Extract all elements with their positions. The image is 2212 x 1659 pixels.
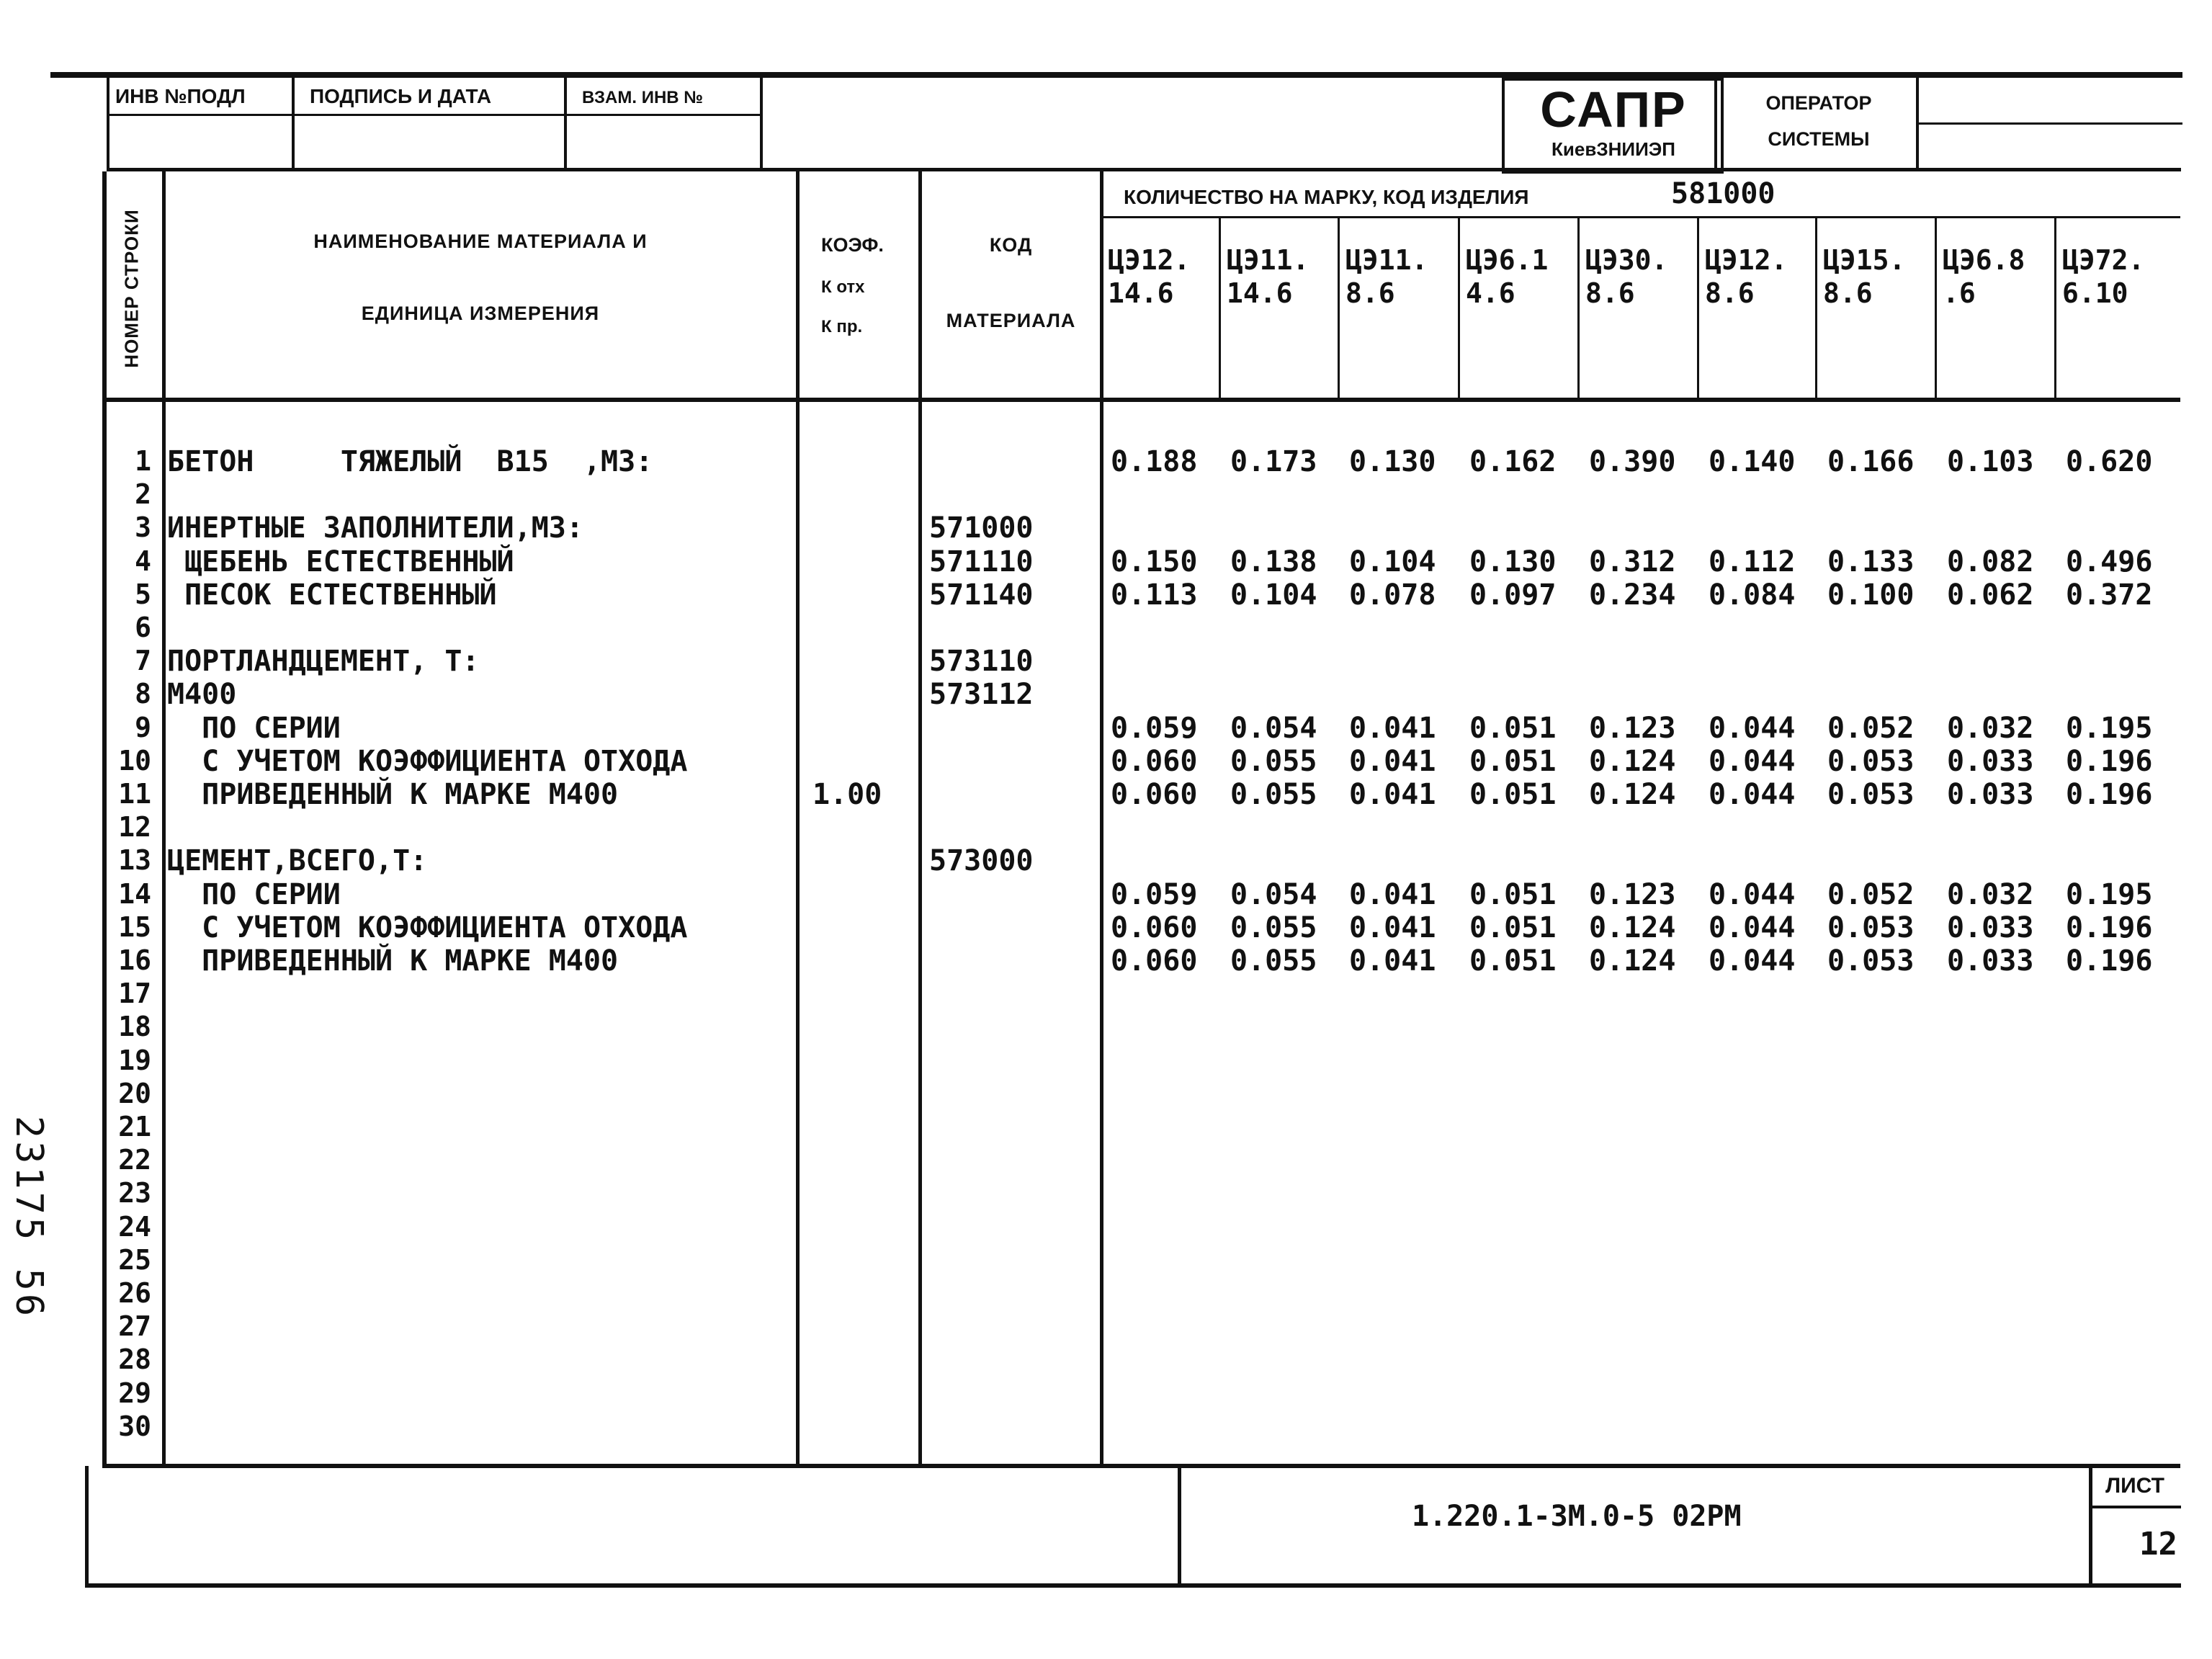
material-name: ЩЕБЕНЬ ЕСТЕСТВЕННЫЙ (167, 545, 514, 578)
material-header-line2: ЕДИНИЦА ИЗМЕРЕНИЯ (361, 303, 600, 324)
material-header-line1: НАИМЕНОВАНИЕ МАТЕРИАЛА И (313, 231, 648, 252)
quantity-value: 0.078 (1349, 578, 1436, 612)
quantity-header: КОЛИЧЕСТВО НА МАРКУ, КОД ИЗДЕЛИЯ (1124, 186, 1529, 208)
row-number: 24 (118, 1211, 151, 1243)
quantity-value: 0.166 (1827, 445, 1915, 478)
coef-col-border (918, 171, 922, 1468)
material-code: 571110 (929, 545, 1034, 578)
row-number: 4 (135, 545, 151, 577)
quantity-value: 0.033 (1947, 745, 2034, 778)
quantity-value: 0.032 (1947, 878, 2034, 911)
sapr-sep (1714, 78, 1717, 168)
quantity-value: 0.052 (1827, 878, 1915, 911)
quantity-value: 0.390 (1589, 445, 1676, 478)
quantity-value: 0.123 (1589, 878, 1676, 911)
prod-col-sep (2054, 218, 2056, 398)
row-number: 8 (135, 678, 151, 710)
row-number: 17 (118, 978, 151, 1009)
quantity-value: 0.044 (1709, 878, 1796, 911)
quantity-value: 0.162 (1469, 445, 1557, 478)
product-column-header-sub: 8.6 (1823, 277, 1873, 309)
quantity-value: 0.060 (1111, 944, 1198, 978)
product-column-header: ЦЭ15. (1823, 244, 1906, 276)
quantity-value: 0.055 (1230, 911, 1317, 944)
quantity-value: 0.041 (1349, 911, 1436, 944)
quantity-value: 0.312 (1589, 545, 1676, 578)
row-number: 9 (135, 712, 151, 743)
quantity-value: 0.051 (1469, 878, 1557, 911)
operator-divider (1916, 122, 2182, 125)
quantity-value: 0.100 (1827, 578, 1915, 612)
quantity-value: 0.053 (1827, 911, 1915, 944)
row-number: 28 (118, 1343, 151, 1375)
quantity-value: 0.059 (1111, 878, 1198, 911)
row-number: 13 (118, 844, 151, 876)
coef-header-line1: КОЭФ. (821, 234, 884, 256)
footer-sep (1178, 1466, 1181, 1587)
quantity-value: 0.060 (1111, 911, 1198, 944)
quantity-value: 0.196 (2066, 778, 2153, 811)
product-column-header: ЦЭ11. (1227, 244, 1309, 276)
row-number: 30 (118, 1410, 151, 1442)
material-code: 573000 (929, 844, 1034, 877)
quantity-value: 0.130 (1469, 545, 1557, 578)
quantity-value: 0.195 (2066, 878, 2153, 911)
quantity-value: 0.104 (1349, 545, 1436, 578)
material-name: ИНЕРТНЫЕ ЗАПОЛНИТЕЛИ,М3: (167, 511, 583, 545)
footer-bottom-border (85, 1583, 2181, 1588)
material-name: М400 (167, 678, 237, 711)
material-name: ПО СЕРИИ (167, 712, 341, 745)
material-col-border (796, 171, 800, 1468)
quantity-value: 0.054 (1230, 712, 1317, 745)
quantity-value: 0.124 (1589, 745, 1676, 778)
table-bottom-border (102, 1464, 2180, 1468)
quantity-value: 0.372 (2066, 578, 2153, 612)
row-number: 7 (135, 645, 151, 676)
quantity-value: 0.051 (1469, 745, 1557, 778)
quantity-value: 0.051 (1469, 911, 1557, 944)
row-number: 26 (118, 1277, 151, 1309)
sheet-number: 12 (2139, 1526, 2177, 1562)
product-column-header-sub: 14.6 (1227, 277, 1293, 309)
row-number-header (103, 180, 162, 396)
product-column-header-sub: 6.10 (2062, 277, 2128, 309)
quantity-value: 0.124 (1589, 911, 1676, 944)
quantity-value: 0.496 (2066, 545, 2153, 578)
row-number: 29 (118, 1377, 151, 1409)
quantity-value: 0.044 (1709, 745, 1796, 778)
row-number: 3 (135, 511, 151, 543)
quantity-value: 0.055 (1230, 778, 1317, 811)
product-column-header: ЦЭ6.8 (1943, 244, 2025, 276)
stamp-sep-3 (760, 72, 763, 169)
quantity-value: 0.173 (1230, 445, 1317, 478)
quantity-value: 0.188 (1111, 445, 1198, 478)
row-number: 1 (135, 445, 151, 477)
quantity-value: 0.041 (1349, 778, 1436, 811)
row-number: 16 (118, 944, 151, 976)
row-number: 21 (118, 1111, 151, 1142)
quantity-value: 0.051 (1469, 778, 1557, 811)
quantity-value: 0.044 (1709, 778, 1796, 811)
prod-col-sep (1815, 218, 1817, 398)
rownum-col-border (162, 171, 166, 1468)
material-code: 571000 (929, 511, 1034, 545)
code-col-border (1100, 171, 1103, 1468)
row-number: 23 (118, 1177, 151, 1209)
material-name: ПРИВЕДЕННЫЙ К МАРКЕ М400 (167, 944, 619, 978)
sheet-label: ЛИСТ (2105, 1474, 2164, 1498)
stamp-left-border (107, 72, 109, 169)
row-number: 27 (118, 1310, 151, 1342)
quantity-value: 0.620 (2066, 445, 2153, 478)
quantity-value: 0.055 (1230, 944, 1317, 978)
material-name: БЕТОН ТЯЖЕЛЫЙ В15 ,М3: (167, 445, 653, 478)
material-code: 573110 (929, 645, 1034, 678)
org-name: КиевЗНИИЭП (1551, 138, 1675, 160)
product-column-header-sub: 8.6 (1585, 277, 1635, 309)
product-column-header: ЦЭ72. (2062, 244, 2145, 276)
margin-note: 23175 56 (7, 1115, 50, 1320)
row-number: 14 (118, 878, 151, 910)
stamp-sep-1 (292, 72, 295, 169)
coef-header-line3: К пр. (821, 317, 863, 336)
prod-col-sep (1577, 218, 1580, 398)
quantity-value: 0.051 (1469, 712, 1557, 745)
product-column-header: ЦЭ30. (1585, 244, 1668, 276)
quantity-value: 0.062 (1947, 578, 2034, 612)
stamp-divider (107, 114, 762, 116)
prod-col-sep (1935, 218, 1937, 398)
quantity-value: 0.044 (1709, 712, 1796, 745)
quantity-value: 0.041 (1349, 944, 1436, 978)
quantity-value: 0.124 (1589, 778, 1676, 811)
quantity-value: 0.054 (1230, 878, 1317, 911)
quantity-value: 0.138 (1230, 545, 1317, 578)
quantity-value: 0.234 (1589, 578, 1676, 612)
row-number: 18 (118, 1011, 151, 1042)
quantity-value: 0.097 (1469, 578, 1557, 612)
material-name: ПО СЕРИИ (167, 878, 341, 911)
header-bottom-border (102, 398, 2180, 402)
quantity-value: 0.053 (1827, 745, 1915, 778)
product-column-header: ЦЭ12. (1108, 244, 1191, 276)
quantity-value: 0.133 (1827, 545, 1915, 578)
quantity-value: 0.140 (1709, 445, 1796, 478)
top-border (50, 72, 2182, 78)
quantity-value: 0.033 (1947, 778, 2034, 811)
row-number: 11 (118, 778, 151, 810)
quantity-value: 0.103 (1947, 445, 2034, 478)
material-name: ЦЕМЕНТ,ВСЕГО,Т: (167, 844, 428, 877)
sheet-box-divider (2089, 1506, 2181, 1508)
product-column-header: ЦЭ6.1 (1466, 244, 1549, 276)
quantity-value: 0.112 (1709, 545, 1796, 578)
stamp-bottom-border (107, 168, 2181, 171)
quantity-value: 0.033 (1947, 944, 2034, 978)
code-header-line1: КОД (989, 234, 1033, 256)
quantity-value: 0.055 (1230, 745, 1317, 778)
quantity-value: 0.032 (1947, 712, 2034, 745)
row-number: 10 (118, 745, 151, 777)
material-name: ПОРТЛАНДЦЕМЕНТ, Т: (167, 645, 480, 678)
quantity-value: 0.196 (2066, 911, 2153, 944)
row-number: 2 (135, 478, 151, 510)
row-number: 5 (135, 578, 151, 610)
material-name: С УЧЕТОМ КОЭФФИЦИЕНТА ОТХОДА (167, 745, 688, 778)
product-column-header-sub: 4.6 (1466, 277, 1515, 309)
product-code: 581000 (1671, 177, 1776, 210)
material-code: 573112 (929, 678, 1034, 711)
sapr-logo: САПР (1540, 81, 1687, 138)
quantity-divider (1100, 216, 2180, 218)
operator-label-1: ОПЕРАТОР (1765, 92, 1872, 114)
quantity-value: 0.053 (1827, 778, 1915, 811)
quantity-value: 0.104 (1230, 578, 1317, 612)
vzam-inv-label: ВЗАМ. ИНВ № (582, 88, 704, 107)
material-name: С УЧЕТОМ КОЭФФИЦИЕНТА ОТХОДА (167, 911, 688, 944)
quantity-value: 0.053 (1827, 944, 1915, 978)
quantity-value: 0.084 (1709, 578, 1796, 612)
prod-col-sep (1338, 218, 1340, 398)
product-column-header-sub: .6 (1943, 277, 1976, 309)
document-code: 1.220.1-3М.0-5 02РМ (1412, 1500, 1742, 1533)
quantity-value: 0.052 (1827, 712, 1915, 745)
material-name: ПЕСОК ЕСТЕСТВЕННЫЙ (167, 578, 497, 612)
quantity-value: 0.059 (1111, 712, 1198, 745)
row-number: 15 (118, 911, 151, 943)
quantity-value: 0.130 (1349, 445, 1436, 478)
product-column-header-sub: 8.6 (1345, 277, 1395, 309)
prod-col-sep (1458, 218, 1460, 398)
row-number: 12 (118, 811, 151, 843)
row-number: 6 (135, 612, 151, 643)
coefficient: 1.00 (812, 778, 882, 811)
product-column-header: ЦЭ12. (1705, 244, 1788, 276)
quantity-value: 0.150 (1111, 545, 1198, 578)
quantity-value: 0.041 (1349, 712, 1436, 745)
row-number: 20 (118, 1078, 151, 1109)
signature-date-label: ПОДПИСЬ И ДАТА (310, 85, 492, 107)
quantity-value: 0.044 (1709, 944, 1796, 978)
quantity-value: 0.113 (1111, 578, 1198, 612)
row-number: 25 (118, 1244, 151, 1276)
footer-left-border (85, 1466, 89, 1587)
coef-header-line2: К отх (821, 277, 865, 297)
operator-label-2: СИСТЕМЫ (1768, 128, 1870, 150)
row-number: 19 (118, 1045, 151, 1076)
row-number-header-text: НОМЕР СТРОКИ (120, 209, 143, 368)
inv-podl-label: ИНВ №ПОДЛ (115, 85, 246, 107)
code-header-line2: МАТЕРИАЛА (946, 310, 1076, 331)
quantity-value: 0.196 (2066, 745, 2153, 778)
product-column-header-sub: 14.6 (1108, 277, 1174, 309)
material-name: ПРИВЕДЕННЫЙ К МАРКЕ М400 (167, 778, 619, 811)
stamp-sep-2 (564, 72, 567, 169)
product-column-header: ЦЭ11. (1345, 244, 1428, 276)
quantity-value: 0.044 (1709, 911, 1796, 944)
material-code: 571140 (929, 578, 1034, 612)
quantity-value: 0.060 (1111, 745, 1198, 778)
product-column-header-sub: 8.6 (1705, 277, 1755, 309)
quantity-value: 0.124 (1589, 944, 1676, 978)
prod-col-sep (1697, 218, 1699, 398)
quantity-value: 0.041 (1349, 745, 1436, 778)
quantity-value: 0.041 (1349, 878, 1436, 911)
row-number: 22 (118, 1144, 151, 1176)
quantity-value: 0.195 (2066, 712, 2153, 745)
quantity-value: 0.196 (2066, 944, 2153, 978)
quantity-value: 0.060 (1111, 778, 1198, 811)
quantity-value: 0.051 (1469, 944, 1557, 978)
quantity-value: 0.033 (1947, 911, 2034, 944)
quantity-value: 0.082 (1947, 545, 2034, 578)
quantity-value: 0.123 (1589, 712, 1676, 745)
prod-col-sep (1219, 218, 1221, 398)
